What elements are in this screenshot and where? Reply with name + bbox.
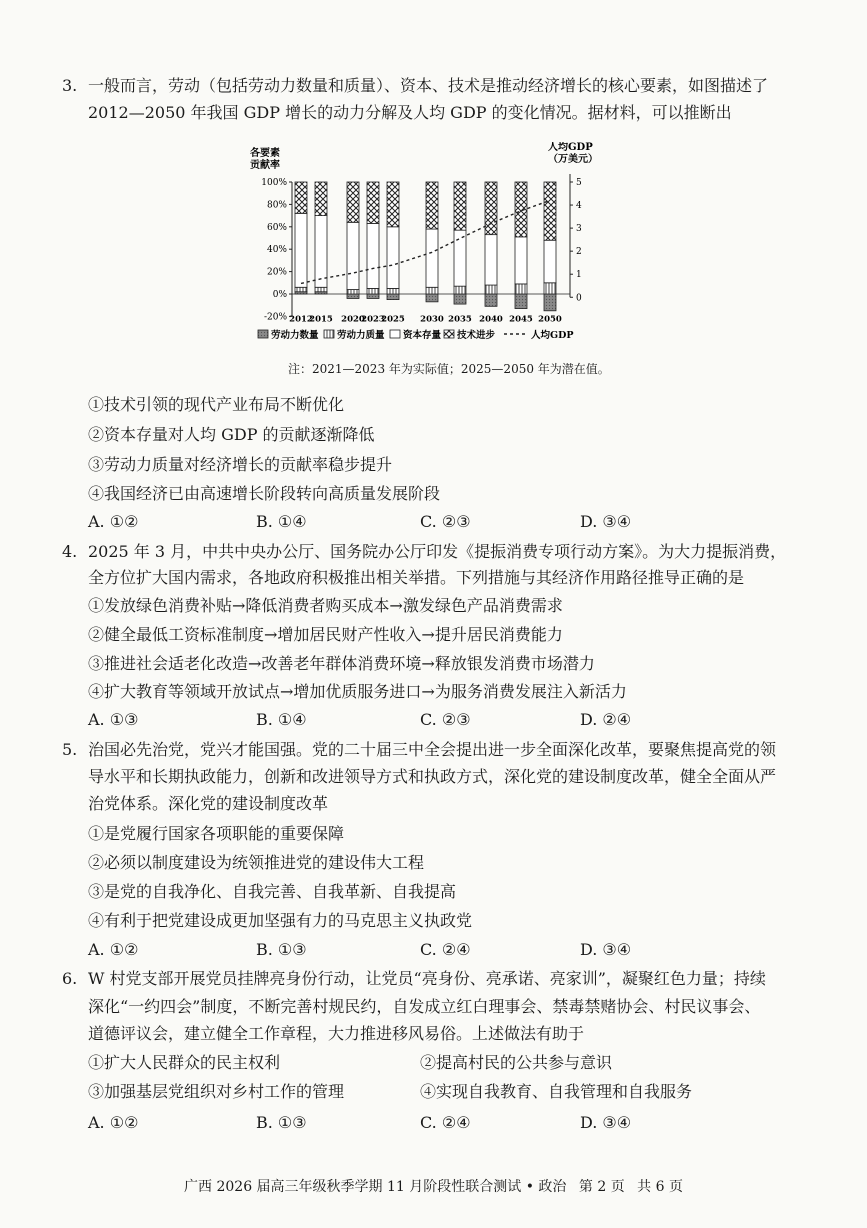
q4-item-1: ①发放绿色消费补贴→降低消费者购买成本→激发绿色产品消费需求: [88, 596, 563, 615]
y-axis-left-title-line-2: 贡献率: [250, 160, 280, 171]
q5-item-2: ②必须以制度建设为统领推进党的建设伟大工程: [88, 853, 425, 872]
q4-number: 4.: [62, 542, 78, 561]
q4-choice-b[interactable]: B. ①④: [256, 710, 307, 729]
q5-item-4: ④有利于把党建设成更加坚强有力的马克思主义执政党: [88, 911, 473, 930]
legend-label: 劳动力数量: [271, 330, 319, 341]
q6-item-1: ①扩大人民群众的民主权利: [88, 1053, 281, 1072]
q6-stem-line-3: 道德评议会，建立健全工作章程，大力推进移风易俗。上述做法有助于: [88, 1024, 585, 1043]
x-tick-label: 2012: [289, 314, 313, 325]
q3-choice-a[interactable]: A. ①②: [88, 512, 139, 531]
y-right-tick-label: 3: [576, 224, 582, 235]
q3-stem-line-2: 2012—2050 年我国 GDP 增长的动力分解及人均 GDP 的变化情况。据材料，可以推断出: [88, 103, 732, 122]
page-footer: [0, 1176, 867, 1196]
bar-segment-4: [315, 182, 327, 216]
q5-stem-line-1: 5. 治国必先治党，党兴才能国强。党的二十届三中全会提出进一步全面深化改革，要聚焦提高党的领: [62, 738, 776, 762]
y-left-tick-label: 0%: [272, 290, 287, 300]
legend-swatch: [324, 330, 334, 338]
q6-choice-a[interactable]: A. ①②: [88, 1113, 139, 1132]
bar-segment-1: [485, 294, 497, 306]
q5-item-1: ①是党履行国家各项职能的重要保障: [88, 824, 345, 843]
gdp-contribution-chart: [248, 142, 608, 360]
q3-choice-d[interactable]: D. ③④: [580, 512, 632, 531]
q6-stem-line-2: 深化“一约四会”制度，不断完善村规民约，自发成立红白理事会、禁毒禁赌协会、村民议事会、: [88, 997, 761, 1016]
chart-svg: [248, 142, 608, 360]
q6-item-3: ③加强基层党组织对乡村工作的管理: [88, 1082, 345, 1101]
q3-number: 3.: [62, 76, 78, 95]
bar-segment-4: [367, 182, 379, 223]
bar-segment-1: [367, 294, 379, 298]
x-tick-label: 2030: [420, 314, 444, 325]
bar-segment-1: [347, 294, 359, 298]
y-right-tick-label: 2: [576, 247, 582, 258]
bar-segment-3: [367, 223, 379, 288]
bar-segment-2: [387, 288, 399, 294]
bar-segment-2: [367, 288, 379, 294]
q5-choice-a[interactable]: A. ①②: [88, 940, 139, 959]
y-left-tick-label: 20%: [266, 267, 287, 278]
q4-stem-line-2: 全方位扩大国内需求，各地政府积极推出相关举措。下列措施与其经济作用路径推导正确的是: [88, 568, 745, 587]
footer-title: 广西 2026 届高三年级秋季学期 11 月阶段性联合测试 • 政治: [184, 1179, 567, 1195]
bar-segment-4: [295, 182, 307, 213]
gdp-per-capita-line: [301, 200, 550, 283]
bar-segment-3: [426, 229, 438, 287]
bar-segment-3: [387, 227, 399, 289]
bar-segment-4: [515, 182, 527, 237]
bar-segment-4: [387, 182, 399, 227]
bar-segment-2: [544, 283, 556, 294]
bar-segment-3: [485, 235, 497, 285]
legend-label: 资本存量: [403, 330, 442, 341]
y-left-tick-label: 100%: [261, 178, 287, 188]
x-tick-label: 2020: [341, 314, 365, 325]
footer-total: 共 6 页: [637, 1179, 683, 1195]
q4-stem-line-1: 4. 2025 年 3 月，中共中央办公厅、国务院办公厅印发《提振消费专项行动方案》。为大力提振消费，: [62, 540, 786, 564]
q5-choice-d[interactable]: D. ③④: [580, 940, 632, 959]
q5-item-3: ③是党的自我净化、自我完善、自我革新、自我提高: [88, 882, 457, 901]
bar-segment-3: [315, 216, 327, 288]
bar-segment-2: [485, 285, 497, 294]
q5-stem-line-2: 导水平和长期执政能力，创新和改进领导方式和执政方式，深化党的建设制度改革，健全全面从严: [88, 767, 777, 786]
bar-segment-4: [485, 182, 497, 235]
bar-segment-2: [295, 287, 307, 291]
q5-number: 5.: [62, 740, 78, 759]
bar-segment-2: [454, 286, 466, 294]
q3-choice-c[interactable]: C. ②③: [420, 512, 471, 531]
y-left-tick-label: -20%: [263, 312, 287, 323]
q4-choice-c[interactable]: C. ②③: [420, 710, 471, 729]
bar-segment-2: [426, 287, 438, 294]
bar-segment-1: [515, 294, 527, 309]
chart-note: 注：2021—2023 年为实际值；2025—2050 年为潜在值。: [288, 362, 610, 376]
y-left-tick-label: 80%: [266, 200, 287, 211]
y-left-tick-label: 60%: [266, 222, 287, 233]
bar-segment-2: [315, 287, 327, 291]
q3-item-3: ③劳动力质量对经济增长的贡献率稳步提升: [88, 455, 393, 474]
footer-page: 第 2 页: [578, 1179, 625, 1195]
legend-label: 劳动力质量: [337, 330, 385, 341]
y-right-tick-label: 0: [576, 293, 582, 304]
y-axis-right-title-line-1: 人均GDP: [548, 142, 593, 153]
bar-segment-3: [515, 237, 527, 284]
q3-stem-line-1: 3. 一般而言，劳动（包括劳动力数量和质量）、资本、技术是推动经济增长的核心要素，如图描述了: [62, 74, 768, 98]
bar-segment-4: [544, 182, 556, 240]
bar-segment-1: [544, 294, 556, 311]
x-tick-label: 2040: [479, 314, 503, 325]
x-tick-label: 2050: [538, 314, 562, 325]
q5-choice-b[interactable]: B. ①③: [256, 940, 307, 959]
legend-swatch: [444, 330, 454, 338]
q3-item-4: ④我国经济已由高速增长阶段转向高质量发展阶段: [88, 484, 441, 503]
q3-choice-b[interactable]: B. ①④: [256, 512, 307, 531]
y-right-tick-label: 4: [576, 201, 582, 212]
q6-choice-d[interactable]: D. ③④: [580, 1113, 632, 1132]
legend-label: 技术进步: [457, 330, 496, 341]
q4-item-3: ③推进社会适老化改造→改善老年群体消费环境→释放银发消费市场潜力: [88, 654, 595, 673]
bar-segment-3: [347, 222, 359, 289]
q4-choice-d[interactable]: D. ②④: [580, 710, 632, 729]
q6-choice-c[interactable]: C. ②④: [420, 1113, 471, 1132]
q6-stem-line-1: 6. W 村党支部开展党员挂牌亮身份行动，让党员“亮身份、亮承诺、亮家训”，凝聚红色力量；持续: [62, 967, 766, 991]
bar-segment-3: [454, 230, 466, 286]
q6-item-4: ④实现自我教育、自我管理和自我服务: [420, 1082, 693, 1101]
q6-choice-b[interactable]: B. ①③: [256, 1113, 307, 1132]
q4-item-2: ②健全最低工资标准制度→增加居民财产性收入→提升居民消费能力: [88, 625, 563, 644]
x-tick-label: 2035: [448, 314, 472, 325]
x-tick-label: 2023: [361, 314, 385, 325]
y-axis-right-title-line-2: （万美元）: [548, 154, 598, 165]
bar-segment-1: [426, 294, 438, 302]
x-tick-label: 2045: [509, 314, 533, 325]
q6-item-2: ②提高村民的公共参与意识: [420, 1053, 613, 1072]
legend-swatch: [390, 330, 400, 338]
bar-segment-1: [454, 294, 466, 304]
y-right-tick-label: 5: [576, 178, 582, 188]
y-right-tick-label: 1: [576, 270, 582, 281]
y-axis-left-title-line-1: 各要素: [250, 148, 280, 159]
q4-choice-a[interactable]: A. ①③: [88, 710, 139, 729]
q6-number: 6.: [62, 969, 78, 988]
q3-item-1: ①技术引领的现代产业布局不断优化: [88, 395, 345, 414]
q3-item-2: ②资本存量对人均 GDP 的贡献逐渐降低: [88, 425, 375, 444]
q5-stem-line-3: 治党体系。深化党的建设制度改革: [88, 794, 329, 813]
x-tick-label: 2025: [381, 314, 405, 325]
bar-segment-4: [426, 182, 438, 229]
bar-segment-2: [515, 284, 527, 294]
bar-segment-4: [454, 182, 466, 230]
bar-segment-2: [347, 290, 359, 294]
y-left-tick-label: 40%: [266, 245, 287, 256]
legend-label: 人均GDP: [531, 330, 574, 341]
q5-choice-c[interactable]: C. ②④: [420, 940, 471, 959]
q4-item-4: ④扩大教育等领域开放试点→增加优质服务进口→为服务消费发展注入新活力: [88, 682, 627, 701]
bar-segment-1: [387, 294, 399, 300]
bar-segment-3: [295, 213, 307, 287]
bar-segment-4: [347, 182, 359, 222]
x-tick-label: 2015: [309, 314, 333, 325]
legend-swatch: [258, 330, 268, 338]
bar-segment-3: [544, 240, 556, 283]
